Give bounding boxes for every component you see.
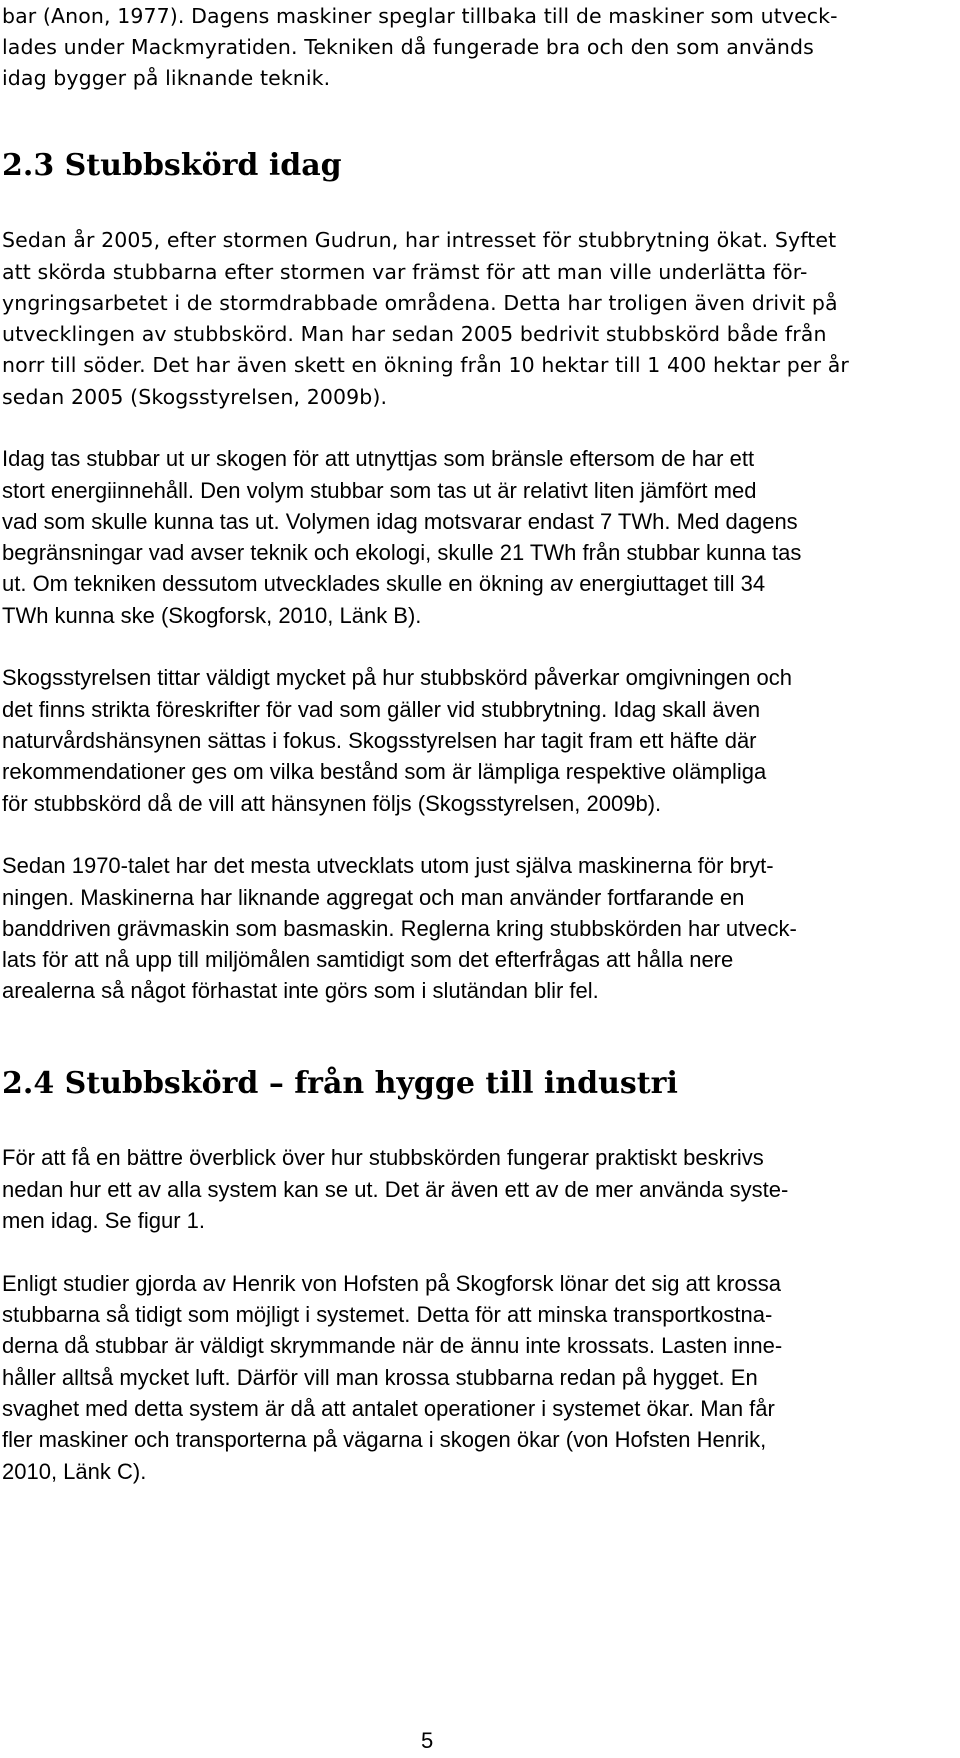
text-line: stort energiinnehåll. Den volym stubbar som tas ut är relativt liten jämfört med xyxy=(2,478,757,503)
text-line: håller alltså mycket luft. Därför vill man krossa stubbarna redan på hygget. En xyxy=(2,1365,758,1390)
text-line: yngringsarbetet i de stormdrabbade områdena. Detta har troligen även drivit på xyxy=(2,291,838,315)
text-line: stubbarna så tidigt som möjligt i systemet. Detta för att minska transportkostna- xyxy=(2,1302,773,1327)
section-heading-2-4: 2.4 Stubbskörd – från hygge till industri xyxy=(2,1066,678,1101)
text-line: Skogsstyrelsen tittar väldigt mycket på hur stubbskörd påverkar omgivningen och xyxy=(2,665,792,690)
text-line: det finns strikta föreskrifter för vad som gäller vid stubbrytning. Idag skall även xyxy=(2,697,761,722)
text-line: fler maskiner och transporterna på vägarna i skogen ökar (von Hofsten Henrik, xyxy=(2,1427,767,1452)
text-line: bar (Anon, 1977). Dagens maskiner speglar tillbaka till de maskiner som utveck- xyxy=(2,4,838,28)
text-line: nedan hur ett av alla system kan se ut. Det är även ett av de mer använda syste- xyxy=(2,1177,789,1202)
text-line: idag bygger på liknande teknik. xyxy=(2,66,331,90)
text-line: Idag tas stubbar ut ur skogen för att utnyttjas som bränsle eftersom de har ett xyxy=(2,446,755,471)
text-line: begränsningar vad avser teknik och ekologi, skulle 21 TWh från stubbar kunna tas xyxy=(2,540,802,565)
text-line: Sedan år 2005, efter stormen Gudrun, har intresset för stubbrytning ökat. Syftet xyxy=(2,228,837,252)
text-line: lats för att nå upp till miljömålen samtidigt som det efterfrågas att hålla nere xyxy=(2,947,734,972)
section-heading-2-3: 2.3 Stubbskörd idag xyxy=(2,148,342,183)
text-line: arealerna så något förhastat inte görs som i slutändan blir fel. xyxy=(2,978,599,1003)
text-line: banddriven grävmaskin som basmaskin. Reglerna kring stubbskörden har utveck- xyxy=(2,916,797,941)
text-line: att skörda stubbarna efter stormen var främst för att man ville underlätta för- xyxy=(2,260,808,284)
text-line: vad som skulle kunna tas ut. Volymen idag motsvarar endast 7 TWh. Med dagens xyxy=(2,509,798,534)
text-line: 2010, Länk C). xyxy=(2,1459,147,1484)
text-line: TWh kunna ske (Skogforsk, 2010, Länk B). xyxy=(2,603,422,628)
text-line: ningen. Maskinerna har liknande aggregat och man använder fortfarande en xyxy=(2,885,745,910)
text-line: Sedan 1970-talet har det mesta utvecklats utom just själva maskinerna för bryt- xyxy=(2,853,774,878)
text-line: naturvårdshänsynen sättas i fokus. Skogsstyrelsen har tagit fram ett häfte där xyxy=(2,728,757,753)
text-line: lades under Mackmyratiden. Tekniken då fungerade bra och den som används xyxy=(2,35,814,59)
text-line: derna då stubbar är väldigt skrymmande när de ännu inte krossats. Lasten inne- xyxy=(2,1333,783,1358)
text-line: svaghet med detta system är då att antalet operationer i systemet ökar. Man får xyxy=(2,1396,775,1421)
text-line: rekommendationer ges om vilka bestånd som är lämpliga respektive olämpliga xyxy=(2,759,767,784)
text-line: sedan 2005 (Skogsstyrelsen, 2009b). xyxy=(2,385,388,409)
text-line: men idag. Se figur 1. xyxy=(2,1208,206,1233)
text-line: För att få en bättre överblick över hur stubbskörden fungerar praktiskt beskrivs xyxy=(2,1145,764,1170)
text-line: norr till söder. Det har även skett en ökning från 10 hektar till 1 400 hektar per år xyxy=(2,353,849,377)
text-line: utvecklingen av stubbskörd. Man har sedan 2005 bedrivit stubbskörd både från xyxy=(2,322,827,346)
text-line: ut. Om tekniken dessutom utvecklades skulle en ökning av energiuttaget till 34 xyxy=(2,571,766,596)
text-line: för stubbskörd då de vill att hänsynen följs (Skogsstyrelsen, 2009b). xyxy=(2,791,662,816)
text-line: Enligt studier gjorda av Henrik von Hofsten på Skogforsk lönar det sig att krossa xyxy=(2,1271,781,1296)
page-number: 5 xyxy=(421,1728,434,1753)
